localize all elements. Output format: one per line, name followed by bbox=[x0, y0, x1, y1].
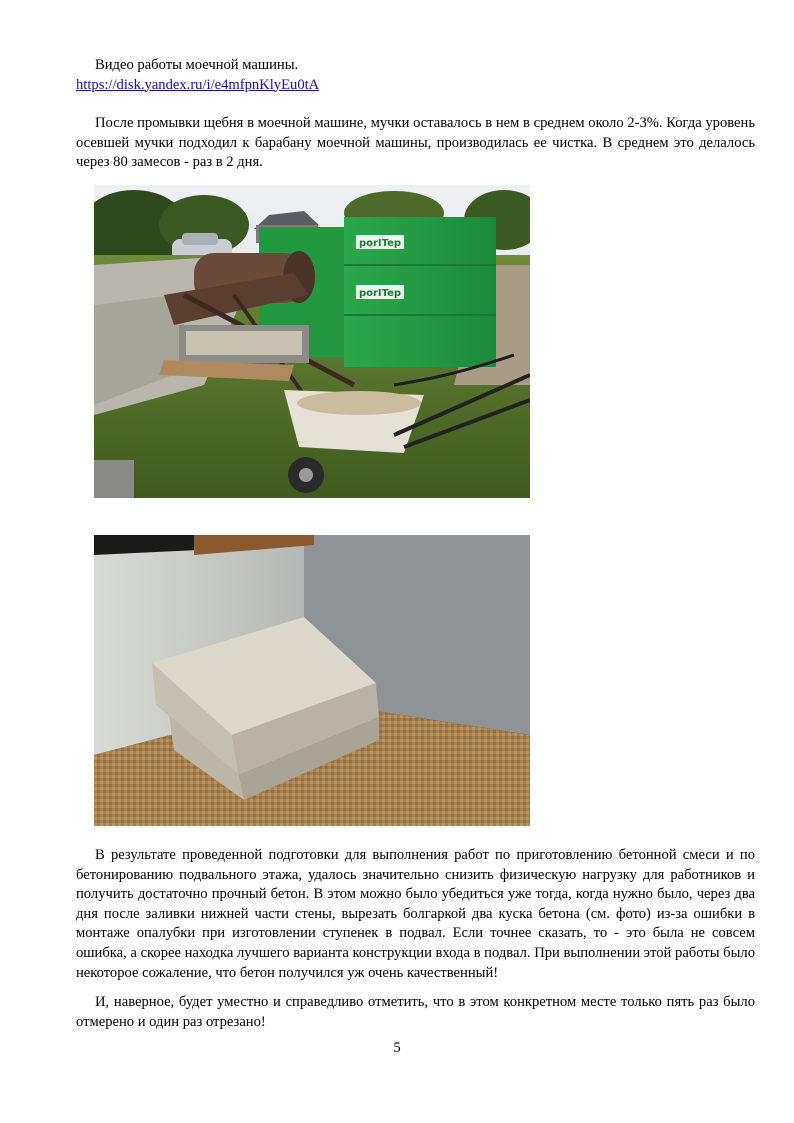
paragraph-measure-twice: И, наверное, будет уместно и справедливо отметить, что в этом конкретном месте только пять раз было отмерено и один раз отрезано! bbox=[76, 994, 755, 1030]
video-title: Видео работы моечной машины. bbox=[95, 57, 299, 73]
video-link[interactable]: https://disk.yandex.ru/i/e4mfpnKlyEu0tA bbox=[76, 76, 320, 93]
paragraph-washing-results: После промывки щебня в моечной машине, мучки оставалось в нем в среднем около 2-3%. Когда уровень осевшей мучки подходил к барабану моечной машины, производилась ее чистка. В среднем это делалось через 80 замесов - раз в 2 дня. bbox=[76, 115, 755, 171]
photo-concrete-blocks bbox=[94, 535, 530, 826]
video-caption bbox=[76, 56, 755, 95]
paragraph-concrete-quality: В результате проведенной подготовки для выполнения работ по приготовлению бетонной смеси и по бетонированию подвального этажа, удалось значительно снизить физическую нагрузку для работников и получить достаточно прочный бетон. В этом можно было убедиться уже тогда, когда нужно было, через два дня после заливки нижней части стены, вырезать болгаркой два куска бетона (см. фото) из-за ошибки в монтаже опалубки при изготовлении ступенек в подвал. Если точнее сказать, то - это была не совсем ошибка, а скорее находка лучшего варианта конструкции входа в подвал. При выполнении этой работы было некоторое сожаление, что бетон получился уж очень качественный! bbox=[76, 847, 755, 981]
photo-washing-machine bbox=[94, 185, 530, 498]
pallet-brand-label-2: porITep bbox=[358, 288, 402, 299]
page-number: 5 bbox=[393, 1040, 401, 1056]
pallet-brand-label-1: porITep bbox=[358, 238, 402, 249]
